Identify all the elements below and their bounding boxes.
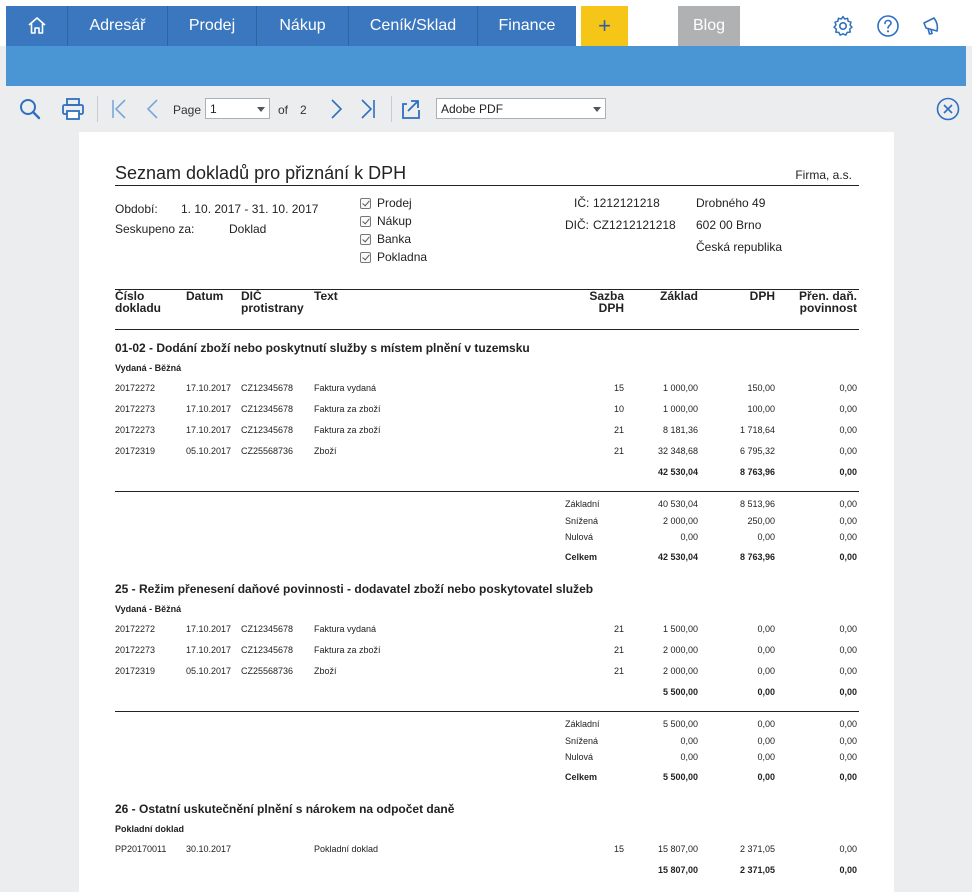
ic-value: 1212121218	[593, 196, 660, 210]
export-icon[interactable]	[398, 96, 424, 122]
summary-cell-pren: 0,00	[839, 532, 857, 542]
cell-dph: 0,00	[757, 645, 775, 655]
cell-pren: 0,00	[839, 383, 857, 393]
column-header-zaklad: Základ	[659, 289, 698, 303]
toolbar-separator	[391, 96, 392, 122]
cell-dph: 6 795,32	[739, 446, 775, 456]
cell-text: Zboží	[314, 446, 337, 456]
next-page-icon[interactable]	[323, 96, 349, 122]
cell-zaklad: 1 000,00	[662, 383, 698, 393]
cell-sazba: 21	[613, 425, 624, 435]
nav-item-finance[interactable]: Finance	[498, 17, 556, 34]
column-header-sazba: Sazba DPH	[589, 289, 624, 315]
blog-button[interactable]: Blog	[678, 6, 740, 46]
cell-dic: CZ12345678	[241, 624, 294, 634]
previous-page-icon[interactable]	[140, 96, 166, 122]
address-city: 602 00 Brno	[696, 218, 762, 232]
total-label: Celkem	[565, 771, 598, 782]
cell-text: Faktura vydaná	[314, 383, 377, 393]
total-cell-pren: 0,00	[839, 551, 857, 562]
cell-dph: 150,00	[747, 383, 775, 393]
home-button[interactable]	[6, 6, 68, 46]
cell-text: Faktura vydaná	[314, 624, 377, 634]
column-header-text: Text	[314, 289, 338, 303]
column-header-cislo: Číslo dokladu	[115, 289, 162, 315]
cell-cislo: 20172272	[115, 624, 156, 634]
cell-zaklad: 1 500,00	[662, 624, 698, 634]
add-button[interactable]: +	[581, 6, 628, 46]
checkbox-label: Nákup	[377, 214, 412, 228]
section-title: 25 - Režim přenesení daňové povinnosti - dodavatel zboží nebo poskytovatel služeb	[115, 582, 594, 596]
summary-rate-label: Snížená	[565, 515, 599, 526]
summary-rate-label: Základní	[565, 719, 600, 729]
cell-text: Faktura za zboží	[314, 425, 381, 435]
cell-zaklad: 8 181,36	[662, 425, 698, 435]
cell-pren: 0,00	[839, 645, 857, 655]
main-menu	[6, 6, 576, 46]
dic-label: DIČ:	[565, 218, 589, 232]
of-label: of	[278, 103, 289, 117]
summary-cell-dph: 250,00	[747, 515, 775, 526]
period-label: Období:	[115, 202, 158, 216]
cell-datum: 17.10.2017	[186, 425, 232, 435]
cell-pren: 0,00	[839, 404, 857, 414]
cell-datum: 30.10.2017	[186, 844, 232, 854]
first-page-icon[interactable]	[106, 96, 132, 122]
total-cell-dph: 8 763,96	[739, 551, 775, 562]
search-icon[interactable]	[17, 96, 43, 122]
subtotal-cell-zaklad: 15 807,00	[657, 865, 698, 875]
ic-label: IČ:	[574, 196, 590, 210]
cell-dic: CZ25568736	[241, 666, 294, 676]
subtotal-cell-dph: 2 371,05	[739, 865, 775, 875]
print-icon[interactable]	[60, 96, 86, 122]
cell-dph: 100,00	[747, 404, 775, 414]
subtotal-cell-dph: 8 763,96	[739, 467, 775, 477]
cell-zaklad: 2 000,00	[662, 666, 698, 676]
cell-datum: 17.10.2017	[186, 404, 232, 414]
section-title: 01-02 - Dodání zboží nebo poskytnutí služby s místem plnění v tuzemsku	[115, 341, 530, 355]
period-value: 1. 10. 2017 - 31. 10. 2017	[181, 202, 319, 216]
page-select-value: 1	[210, 102, 217, 116]
cell-zaklad: 32 348,68	[657, 446, 698, 456]
cell-sazba: 15	[613, 844, 624, 854]
summary-rate-label: Snížená	[565, 735, 599, 746]
summary-cell-pren: 0,00	[839, 735, 857, 746]
summary-rate-label: Nulová	[565, 752, 594, 762]
cell-sazba: 21	[613, 666, 624, 676]
cell-cislo: 20172319	[115, 666, 156, 676]
report-toolbar	[0, 90, 972, 128]
cell-sazba: 21	[613, 624, 624, 634]
cell-datum: 17.10.2017	[186, 624, 232, 634]
top-navigation	[0, 0, 972, 46]
cell-pren: 0,00	[839, 624, 857, 634]
chevron-down-icon	[593, 107, 601, 112]
cell-text: Zboží	[314, 666, 337, 676]
summary-cell-pren: 0,00	[839, 515, 857, 526]
sub-header-band	[6, 46, 966, 86]
total-cell-zaklad: 5 500,00	[662, 771, 698, 782]
nav-item-prodej[interactable]: Prodej	[168, 6, 257, 46]
section-subtitle: Vydaná - Běžná	[115, 363, 182, 373]
last-page-icon[interactable]	[355, 96, 381, 122]
total-cell-dph: 0,00	[757, 771, 775, 782]
summary-cell-dph: 0,00	[757, 735, 775, 746]
subtotal-cell-pren: 0,00	[839, 687, 857, 697]
group-label: Seskupeno za:	[115, 222, 195, 236]
address-street: Drobného 49	[696, 196, 766, 210]
cell-cislo: 20172272	[115, 383, 156, 393]
column-header-pren: Přen. daň. povinnost	[798, 289, 857, 315]
home-icon	[27, 16, 47, 36]
checkbox-label: Prodej	[377, 196, 412, 210]
total-cell-pren: 0,00	[839, 771, 857, 782]
cell-zaklad: 2 000,00	[662, 645, 698, 655]
gear-icon[interactable]	[831, 14, 855, 38]
nav-item-adresar[interactable]: Adresář	[68, 6, 168, 46]
cell-zaklad: 15 807,00	[657, 844, 698, 854]
cell-sazba: 10	[613, 404, 624, 414]
summary-cell-pren: 0,00	[839, 499, 857, 509]
toolbar-separator	[97, 96, 98, 122]
checkbox-prodej	[360, 198, 371, 209]
cell-datum: 05.10.2017	[186, 446, 232, 456]
cell-dph: 0,00	[757, 624, 775, 634]
cell-cislo: 20172273	[115, 425, 156, 435]
megaphone-icon[interactable]	[920, 14, 944, 38]
subtotal-cell-zaklad: 42 530,04	[657, 467, 698, 477]
cell-cislo: 20172273	[115, 404, 156, 414]
cell-dic: CZ25568736	[241, 446, 294, 456]
summary-cell-zaklad: 0,00	[680, 735, 698, 746]
summary-rate-label: Nulová	[565, 532, 594, 542]
page-label: Page	[173, 103, 202, 117]
summary-cell-zaklad: 2 000,00	[662, 515, 698, 526]
summary-cell-zaklad: 0,00	[680, 752, 698, 762]
column-header-dph: DPH	[749, 289, 775, 303]
total-cell-zaklad: 42 530,04	[657, 551, 698, 562]
cell-sazba: 15	[613, 383, 624, 393]
company-name: Firma, a.s.	[795, 168, 852, 182]
report-page	[79, 132, 894, 892]
section-title: 26 - Ostatní uskutečnění plnění s nárokem na odpočet daně	[115, 802, 455, 816]
summary-cell-dph: 8 513,96	[739, 499, 775, 509]
section-subtitle: Pokladní doklad	[115, 824, 185, 834]
summary-cell-pren: 0,00	[839, 752, 857, 762]
cell-dic: CZ12345678	[241, 425, 294, 435]
column-header-dic: DIČ protistrany	[241, 289, 304, 315]
address-country: Česká republika	[696, 240, 783, 254]
section-summary-rule	[115, 711, 859, 712]
subtotal-cell-pren: 0,00	[839, 467, 857, 477]
checkbox-nakup	[360, 216, 371, 227]
summary-cell-dph: 0,00	[757, 532, 775, 542]
help-icon[interactable]	[876, 14, 900, 38]
summary-cell-zaklad: 40 530,04	[657, 499, 698, 509]
cell-pren: 0,00	[839, 425, 857, 435]
group-value: Doklad	[229, 222, 267, 236]
cell-cislo: PP20170011	[115, 844, 167, 854]
export-format-value: Adobe PDF	[441, 102, 504, 116]
close-icon[interactable]	[935, 96, 961, 122]
cell-pren: 0,00	[839, 844, 857, 854]
summary-rate-label: Základní	[565, 499, 600, 509]
cell-dic: CZ12345678	[241, 645, 294, 655]
cell-pren: 0,00	[839, 446, 857, 456]
table-header-top-rule	[115, 289, 859, 290]
cell-dph: 0,00	[757, 666, 775, 676]
summary-cell-zaklad: 0,00	[680, 532, 698, 542]
cell-datum: 05.10.2017	[186, 666, 232, 676]
cell-dic: CZ12345678	[241, 404, 294, 414]
cell-cislo: 20172319	[115, 446, 156, 456]
summary-cell-dph: 0,00	[757, 752, 775, 762]
summary-cell-dph: 0,00	[757, 719, 775, 729]
dic-value: CZ1212121218	[593, 218, 676, 232]
cell-text: Pokladní doklad	[314, 844, 379, 854]
total-label: Celkem	[565, 551, 598, 562]
checkbox-pokladna	[360, 252, 371, 263]
export-format-select[interactable]	[436, 98, 606, 119]
section-subtitle: Vydaná - Běžná	[115, 604, 182, 614]
nav-item-nakup[interactable]: Nákup	[257, 6, 349, 46]
page-count: 2	[300, 103, 307, 117]
cell-dic: CZ12345678	[241, 383, 294, 393]
cell-sazba: 21	[613, 446, 624, 456]
cell-cislo: 20172273	[115, 645, 156, 655]
cell-dph: 2 371,05	[739, 844, 775, 854]
report-title: Seznam dokladů pro přiznání k DPH	[115, 163, 407, 183]
chevron-down-icon	[257, 107, 265, 112]
title-rule	[115, 185, 859, 186]
column-header-datum: Datum	[186, 289, 224, 303]
checkbox-label: Banka	[377, 232, 412, 246]
section-summary-rule	[115, 491, 859, 492]
checkbox-banka	[360, 234, 371, 245]
subtotal-cell-pren: 0,00	[839, 865, 857, 875]
checkbox-label: Pokladna	[377, 250, 428, 264]
cell-zaklad: 1 000,00	[662, 404, 698, 414]
summary-cell-pren: 0,00	[839, 719, 857, 729]
cell-text: Faktura za zboží	[314, 404, 381, 414]
cell-sazba: 21	[613, 645, 624, 655]
subtotal-cell-zaklad: 5 500,00	[662, 687, 698, 697]
cell-dph: 1 718,64	[739, 425, 775, 435]
cell-pren: 0,00	[839, 666, 857, 676]
page-select[interactable]	[205, 98, 270, 119]
cell-datum: 17.10.2017	[186, 383, 232, 393]
subtotal-cell-dph: 0,00	[757, 687, 775, 697]
nav-item-cenik-sklad[interactable]: Ceník/Sklad	[349, 6, 478, 46]
summary-cell-zaklad: 5 500,00	[662, 719, 698, 729]
table-header-bottom-rule	[115, 329, 859, 330]
cell-text: Faktura za zboží	[314, 645, 381, 655]
cell-datum: 17.10.2017	[186, 645, 232, 655]
